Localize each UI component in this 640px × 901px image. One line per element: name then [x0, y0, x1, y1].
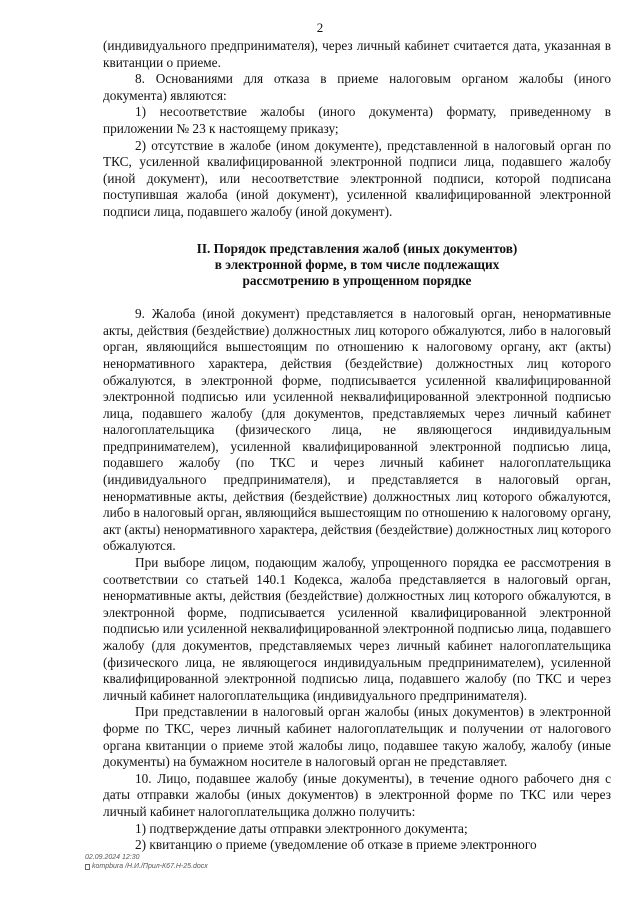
paragraph: 8. Основаниями для отказа в приеме налоговым органом жалобы (иного документа) являются: [103, 71, 611, 103]
section-heading-line: в электронной форме, в том числе подлежащих [214, 256, 500, 272]
footer-date-line [85, 853, 208, 862]
paragraph: 2) отсутствие в жалобе (ином документе), представленной в налоговый орган по ТКС, усиленной квалифицированной электронной подписи лица, подавшего жалобу (иной документ), или несоответствие электронной подписи, которой подписана поступившая жалоба (иной документ), усиленной квалифицированной электронной подписи лица, подавшего жалобу (иной документ). [103, 137, 611, 219]
paragraph: 10. Лицо, подавшее жалобу (иные документы), в течение одного рабочего дня с даты отправки жалобы (иных документов) в электронной форме по ТКС или через личный кабинет налогоплательщика должно получить: [103, 770, 611, 819]
paragraph: При выборе лицом, подающим жалобу, упрощенного порядка ее рассмотрения в соответствии со статьей 140.1 Кодекса, жалоба представляется в налоговый орган, ненормативные акты, действия (бездействие) должностных лиц которого обжалуются, в электронной форме, подписывается усиленной квалифицированной электронной подписью или усиленной неквалифицированной электронной подписью лица, подавшего жалобу (для документов, представляемых через личный кабинет налогоплательщика (физического лица, не являющегося индивидуальным предпринимателем), усиленной квалифицированной электронной подписью лица, подавшего жалобу (по ТКС и через личный кабинет налогоплательщика (индивидуального предпринимателя). [103, 555, 611, 703]
file-footer [85, 853, 208, 871]
paragraph: При представлении в налоговый орган жалобы (иных документов) в электронной форме по ТКС, через личный кабинет налогоплательщик и получении от налогового органа квитанции о приеме этой жалобы лицо, подавшее такую жалобу, жалобу (иные документы) на бумажном носителе в налоговый орган не представляет. [103, 704, 611, 770]
footer-path-line [85, 862, 208, 871]
document-icon [85, 864, 90, 870]
document-body [103, 38, 611, 854]
paragraph: (индивидуального предпринимателя), через личный кабинет считается дата, указанная в квитанции о приеме. [103, 38, 611, 70]
footer-file-path: kompbura /Н.И./Прил-К67.Н-25.docx [92, 863, 208, 870]
paragraph: 1) подтверждение даты отправки электронного документа; [135, 820, 468, 836]
paragraph: 9. Жалоба (иной документ) представляется в налоговый орган, ненормативные акты, действия (бездействие) должностных лиц которого обжалуются, либо в налоговый орган, являющийся вышестоящим по отношению к налоговому органу, акт (акты) ненормативного характера, действия (бездействие) должностных лиц которого обжалуются, в электронной форме, подписывается усиленной квалифицированной электронной подписью или усиленной неквалифицированной электронной подписью лица, подавшего жалобу (для документов, представляемых через личный кабинет налогоплательщика (физического лица, не являющегося индивидуальным предпринимателем), усиленной квалифицированной электронной подписью лица, подавшего жалобу (по ТКС и через личный кабинет налогоплательщика (индивидуального предпринимателя), и представляется в налоговый орган, ненормативные акты, действия (бездействие) должностных лиц которого обжалуются, либо в налоговый орган, являющийся вышестоящим по отношению к налоговому органу, акт (акты) ненормативного характера, действия (бездействие) должностных лиц которого обжалуются. [103, 306, 612, 554]
section-heading-line: II. Порядок представления жалоб (иных документов) [196, 240, 518, 256]
section-heading [103, 241, 611, 290]
footer-date: 02.09.2024 12:30 [85, 854, 140, 861]
section-heading-line: рассмотрению в упрощенном порядке [242, 272, 472, 288]
paragraph: 1) несоответствие жалобы (иного документа) формату, приведенному в приложении № 23 к настоящему приказу; [103, 104, 611, 136]
page-number: 2 [316, 20, 324, 35]
paragraph: 2) квитанцию о приеме (уведомление об отказе в приеме электронного [135, 837, 537, 853]
